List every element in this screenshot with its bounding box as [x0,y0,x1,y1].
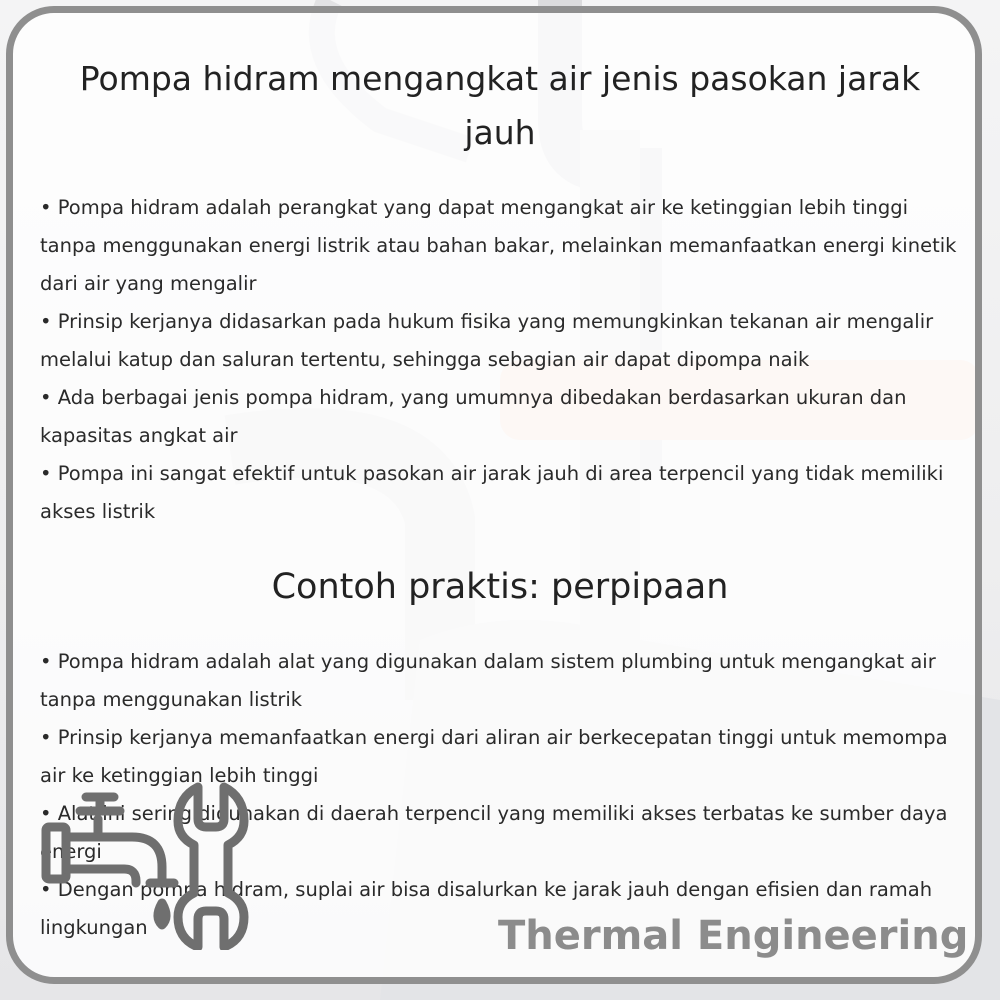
brand-logo-text: Thermal Engineering [498,913,969,959]
list-item: • Pompa hidram adalah alat yang digunakan dalam sistem plumbing untuk mengangkat air tanpa menggunakan listrik [40,650,936,711]
faucet-and-wrench-icon [40,775,260,950]
list-item: • Pompa hidram adalah perangkat yang dapat mengangkat air ke ketinggian lebih tinggi tanpa menggunakan energi listrik atau bahan bakar, melainkan memanfaatkan energi kinetik dari air yang mengalir [40,196,957,295]
list-item: • Dengan pompa hidram, suplai air bisa disalurkan ke jarak jauh dengan efisien dan ramah lingkungan [40,878,933,939]
list-item: • Prinsip kerjanya didasarkan pada hukum fisika yang memungkinkan tekanan air mengalir melalui katup dan saluran tertentu, sehingga sebagian air dapat dipompa naik [40,310,934,371]
page-title: Pompa hidram mengangkat air jenis pasokan jarak jauh [79,59,921,152]
section-heading: Contoh praktis: perpipaan [271,567,729,607]
list-item: • Ada berbagai jenis pompa hidram, yang umumnya dibedakan berdasarkan ukuran dan kapasitas angkat air [40,386,907,447]
bullet-list-overview [40,189,960,531]
list-item: • Alat ini sering digunakan di daerah terpencil yang memiliki akses terbatas ke sumber daya energi [40,802,948,863]
list-item: • Pompa ini sangat efektif untuk pasokan air jarak jauh di area terpencil yang tidak memiliki akses listrik [40,462,944,523]
list-item: • Prinsip kerjanya memanfaatkan energi dari aliran air berkecepatan tinggi untuk memompa air ke ketinggian lebih tinggi [40,726,948,787]
